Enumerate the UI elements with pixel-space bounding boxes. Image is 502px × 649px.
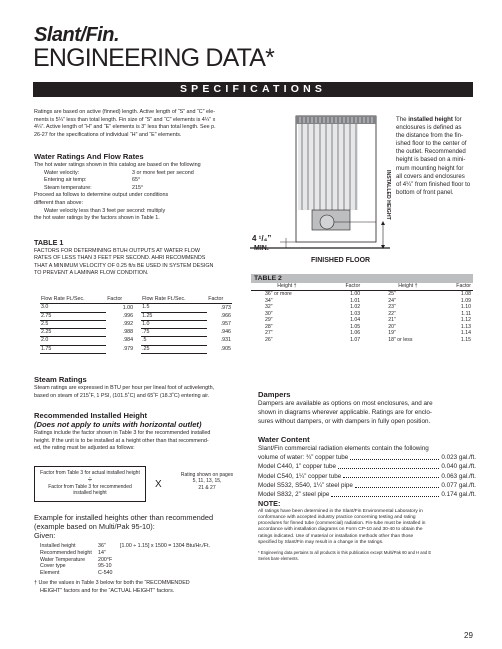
table-row xyxy=(40,345,232,353)
definition-text: of 4¼” from finished floor to xyxy=(396,180,471,188)
formula-numerator: Factor from Table 3 for actual installed height xyxy=(40,470,140,476)
flow-rate-cell: 1.5 xyxy=(141,304,207,312)
body-text: different than above: xyxy=(34,199,84,206)
flow-rate-cell: 2.25 xyxy=(40,329,106,337)
example-line: (example based on Multi/Pak 95-10): xyxy=(34,522,155,531)
definition-text: all covers and enclosures xyxy=(396,172,465,180)
column-header: Factor xyxy=(207,296,232,304)
example-key: Element xyxy=(40,570,60,577)
definition-line xyxy=(396,132,476,140)
example-given: Given: xyxy=(34,531,56,540)
table-header-row xyxy=(251,283,473,291)
example-footnote: HEIGHT” factors and for the “ACTUAL HEIGHT” factors. xyxy=(40,587,175,594)
column-header: Factor xyxy=(442,283,473,291)
leader-dots xyxy=(355,481,439,488)
water-content-row xyxy=(258,453,476,462)
height-cell: 30” xyxy=(265,310,273,317)
model-label: Model C440, 1” copper tube xyxy=(258,463,337,471)
definition-text: The xyxy=(396,116,409,123)
spec-value: 215° xyxy=(132,184,144,191)
flow-rate-cell: .75 xyxy=(141,329,207,337)
formula-denominator: installed height xyxy=(73,490,107,497)
example-row xyxy=(40,550,256,557)
example-value: 14” xyxy=(98,549,106,556)
factor-cell: .946 xyxy=(220,329,231,336)
height-cell: 18” or less xyxy=(388,336,413,343)
leader-dots xyxy=(343,472,439,479)
table1-label: TABLE 1 xyxy=(34,238,64,247)
body-text: Ratings include the factor shown in Table 3 for the recommended installed xyxy=(34,430,211,436)
height-cell: 24” xyxy=(388,297,396,304)
volume-value: 0.077 gal./ft. xyxy=(441,481,476,489)
rating-note-line: 21 & 27 xyxy=(198,484,216,491)
table-header-row xyxy=(40,296,232,304)
height-cell: 34” xyxy=(265,297,273,304)
spec-value: 65° xyxy=(132,177,141,184)
flow-rate-cell: 3.0 xyxy=(40,304,106,312)
intro-line: Ratings are based on active (finned) length. Active length of “S” and “C” ele- xyxy=(34,109,215,115)
caption-line: THAT A MINIMUM VELOCITY OF 0.25 ft/s BE USED IN SYSTEM DESIGN xyxy=(34,262,214,269)
definition-text: mum mounting height for xyxy=(396,164,464,172)
table-row xyxy=(40,304,232,312)
spec-key: Water velocity: xyxy=(44,169,80,176)
water-content-row xyxy=(258,462,476,471)
installed-height-definition xyxy=(396,116,476,197)
factor-cell: .957 xyxy=(220,320,231,327)
factor-cell: 1.09 xyxy=(460,297,471,304)
example-section xyxy=(34,513,256,595)
finished-floor-label: FINISHED FLOOR xyxy=(311,257,371,264)
factor-cell: 1.08 xyxy=(460,291,471,297)
example-row xyxy=(40,570,256,577)
note-line: specified by Slant/Fin may result in a change in the ratings. xyxy=(258,539,384,545)
note-line: procedures for finned tube (commercial) radiation. Fin-tube must be installed in xyxy=(258,521,426,527)
spec-value: 3 or more feet per second xyxy=(132,169,194,176)
factor-cell: .931 xyxy=(220,337,231,344)
factor-cell: 1.06 xyxy=(350,330,361,336)
factor-cell: .979 xyxy=(122,345,134,352)
note-footnote: * Engineering data pertains to all products in this publication except Multi/Pak 60 and H and E xyxy=(258,550,432,556)
definition-line xyxy=(396,189,476,197)
column-header: Factor xyxy=(323,283,374,291)
formula-rating-note xyxy=(167,472,247,491)
height-cell: 21” xyxy=(388,317,396,323)
page-title: ENGINEERING DATA* xyxy=(33,44,275,72)
factor-cell: 1.00 xyxy=(350,291,361,297)
intro-line: 4¼”. Active length of “H” and “E” elements is 3” less than total length. See p. xyxy=(34,124,216,131)
example-key: Cover type xyxy=(40,563,66,570)
page-number: 29 xyxy=(464,631,473,640)
body-text: Slant/Fin commercial radiation elements contain the following xyxy=(258,445,429,452)
definition-text: bottom of front panel. xyxy=(396,188,454,196)
factor-cell: 1.14 xyxy=(460,330,471,336)
definition-line xyxy=(396,181,476,189)
arrow-up-icon xyxy=(381,221,385,225)
spec-row xyxy=(34,177,256,185)
note-line: conformance with accepted industry practice concerning testing and rating xyxy=(258,514,416,520)
outlet-pipe xyxy=(320,215,334,229)
factor-cell: 1.04 xyxy=(350,317,361,323)
factor-cell: 1.15 xyxy=(460,336,471,343)
multiply-symbol: X xyxy=(155,479,162,490)
body-text: sures without dampers, or with dampers in fully open position. xyxy=(258,418,431,425)
installed-subheading: (Does not apply to units with horizontal outlet) xyxy=(34,420,202,429)
section-bar: SPECIFICATIONS xyxy=(33,82,473,97)
model-label: volume of water: ¾” copper tube xyxy=(258,454,349,462)
body-text: shown in diagrams wherever applicable. Ratings are for enclo- xyxy=(258,409,432,416)
table-row xyxy=(251,291,473,298)
definition-line xyxy=(396,156,476,164)
example-value: C-540 xyxy=(98,570,113,577)
definition-line xyxy=(396,165,476,173)
table2 xyxy=(251,274,473,343)
definition-line xyxy=(396,148,476,156)
example-key: Water Temperature xyxy=(40,556,86,563)
note-line: accordance with installation diagrams on Form CP-10 and 30-40 to obtain the xyxy=(258,527,423,533)
height-cell: 32” xyxy=(265,304,273,310)
example-row xyxy=(40,563,256,570)
column-header: Factor xyxy=(106,296,141,304)
caption-line: TO PREVENT A LAMINAR FLOW CONDITION. xyxy=(34,270,149,277)
caption-line: RATES OF LESS THAN 3 FEET PER SECOND. AHRI RECOMMENDS xyxy=(34,255,206,262)
height-cell: 26” xyxy=(265,336,273,343)
spec-row xyxy=(34,185,256,193)
water-ratings-section xyxy=(34,152,256,223)
leader-dots xyxy=(331,490,439,497)
body-text: ed, the rating must be adjusted as follows: xyxy=(34,445,135,452)
table-row xyxy=(40,312,232,320)
definition-text: height is based on a mini- xyxy=(396,156,466,164)
model-label: Model C540, 1¼” copper tube xyxy=(258,472,342,480)
factor-cell: .988 xyxy=(122,329,134,336)
example-value: 36” xyxy=(98,543,106,549)
flow-rate-cell: 1.75 xyxy=(40,345,106,353)
table1-caption xyxy=(34,239,256,278)
volume-value: 0.063 gal./ft. xyxy=(441,472,476,480)
flow-rate-cell: 1.25 xyxy=(141,312,207,320)
definition-line xyxy=(396,140,476,148)
note-section xyxy=(258,500,478,561)
example-key: Installed height xyxy=(40,543,76,549)
definition-text: the distance from the fin- xyxy=(396,132,464,140)
table1 xyxy=(40,296,232,354)
installed-height-label: INSTALLED HEIGHT xyxy=(385,170,391,220)
definition-text: enclosures is defined as xyxy=(396,124,462,132)
height-cell: 28” xyxy=(265,323,273,330)
factor-cell: .905 xyxy=(220,345,231,352)
body-text: Proceed as follows to determine output under conditions xyxy=(34,192,169,199)
model-label: Model S532, S540, 1¼” steel pipe xyxy=(258,481,353,489)
column-header: Height † xyxy=(251,283,323,291)
table2-label: TABLE 2 xyxy=(251,274,473,283)
flow-rate-cell: 1.0 xyxy=(141,320,207,328)
factor-cell: 1.10 xyxy=(460,304,471,310)
factor-cell: 1.07 xyxy=(350,336,361,343)
example-footnote: † Use the values in Table 3 below for both the “RECOMMENDED xyxy=(34,579,190,586)
height-cell: 22” xyxy=(388,310,396,317)
water-content-heading: Water Content xyxy=(258,435,310,444)
height-cell: 23” xyxy=(388,304,396,310)
spec-row xyxy=(34,170,256,178)
example-value: 95-10 xyxy=(98,563,112,570)
formula-box xyxy=(34,466,146,502)
factor-cell: 1.12 xyxy=(460,317,471,323)
factor-cell: .984 xyxy=(122,337,134,344)
dampers-heading: Dampers xyxy=(258,390,291,399)
height-cell: 29” xyxy=(265,317,273,323)
steam-ratings-section xyxy=(34,375,256,400)
water-content-row xyxy=(258,472,476,481)
divide-symbol: ÷ xyxy=(87,475,93,485)
flow-rate-cell: 2.5 xyxy=(40,320,106,328)
factor-cell: .996 xyxy=(122,312,134,319)
factor-cell: .992 xyxy=(122,320,134,327)
leader-dots xyxy=(350,453,439,460)
dampers-section xyxy=(258,390,478,426)
rating-note-line: Rating shown on pages xyxy=(180,472,234,478)
example-row xyxy=(40,557,256,564)
height-cell: 25” xyxy=(388,291,396,297)
note-line: All ratings have been determined in the Slant/Fin Environmental Laboratory in xyxy=(258,508,423,514)
note-footnote: Series bare elements. xyxy=(258,555,299,561)
body-text: the hot water ratings by the factors shown in Table 1. xyxy=(34,215,160,222)
body-text: Water velocity less than 3 feet per second: multiply xyxy=(44,207,166,214)
flow-rate-cell: 2.0 xyxy=(40,337,106,345)
formula-denominator: Factor from Table 3 for recommended xyxy=(48,484,132,491)
note-heading: NOTE: xyxy=(258,499,281,508)
water-content-row xyxy=(258,490,476,499)
column-header: Flow Rate Ft./Sec. xyxy=(141,296,207,304)
definition-text: the outlet. Recommended xyxy=(396,148,466,156)
flow-rate-cell: .25 xyxy=(141,345,207,353)
example-value: 200°F xyxy=(98,556,113,563)
factor-cell: 1.02 xyxy=(350,304,361,310)
min-value-label: 4 ¹/₄” xyxy=(252,234,272,243)
factor-cell: 1.05 xyxy=(350,323,361,330)
example-line: Example for installed heights other than recommended xyxy=(34,513,214,522)
height-cell: 20” xyxy=(388,323,396,330)
spec-key: Entering air temp: xyxy=(44,177,87,184)
body-text: Dampers are available as options on most enclosures, and are xyxy=(258,400,433,407)
example-calc: [1.00 ÷ 1.15] x 1500 = 1304 Btu/Hr./Ft. xyxy=(120,543,210,549)
installed-height-section xyxy=(34,411,256,453)
factor-cell: .973 xyxy=(220,304,231,311)
volume-value: 0.040 gal./ft. xyxy=(441,463,476,471)
brand-logo: Slant/Fin. xyxy=(34,24,119,46)
factor-cell: 1.00 xyxy=(122,304,134,311)
installed-height-diagram xyxy=(250,114,395,274)
caption-line: FACTORS FOR DETERMINING BTUH OUTPUTS AT WATER FLOW xyxy=(34,247,200,254)
table-row xyxy=(40,329,232,337)
body-text: The hot water ratings shown in this catalog are based on the following xyxy=(34,162,201,168)
column-header: Flow Rate Ft./Sec. xyxy=(40,296,106,304)
height-cell: 19” xyxy=(388,330,396,336)
body-text: based on steam of 215˚F, 1 PSI, (101.5˚C) and 65˚F (18.3˚C) entering air. xyxy=(34,392,210,399)
definition-line xyxy=(396,173,476,181)
body-text: height. If the unit is to be installed at a height other than that recommend- xyxy=(34,437,209,444)
installed-heading: Recommended Installed Height xyxy=(34,411,148,420)
example-key: Recommended height xyxy=(40,549,92,556)
height-cell: 27” xyxy=(265,330,273,336)
definition-emphasis: installed height xyxy=(408,116,453,123)
fin-element xyxy=(298,124,358,210)
definition-line xyxy=(396,116,476,124)
factor-cell: 1.03 xyxy=(350,310,361,317)
model-label: Model S832, 2” steel pipe xyxy=(258,491,330,499)
intro-line: 26-27 for the specifications of individual “H” and “E” elements. xyxy=(34,131,182,138)
factor-cell: 1.01 xyxy=(350,297,361,304)
leader-dots xyxy=(338,462,439,469)
flow-rate-cell: .5 xyxy=(141,337,207,345)
rating-note-line: 5, 11, 13, 15, xyxy=(192,478,222,485)
flow-rate-cell: 2.75 xyxy=(40,312,106,320)
factor-cell: 1.11 xyxy=(461,310,471,317)
intro-paragraph xyxy=(34,109,256,139)
definition-text: ished floor to the center of xyxy=(396,140,467,148)
example-row xyxy=(40,543,256,550)
body-text: Steam ratings are expressed in BTU per hour per lineal foot of activelength, xyxy=(34,385,215,391)
column-header: Height † xyxy=(374,283,441,291)
table-row xyxy=(40,337,232,345)
definition-line xyxy=(396,124,476,132)
min-label: MIN. xyxy=(254,245,269,252)
water-content-section xyxy=(258,435,476,499)
volume-value: 0.174 gal./ft. xyxy=(441,491,476,499)
water-content-row xyxy=(258,481,476,490)
water-ratings-heading: Water Ratings And Flow Rates xyxy=(34,152,144,161)
steam-heading: Steam Ratings xyxy=(34,375,87,384)
factor-cell: 1.13 xyxy=(460,323,471,330)
table-row xyxy=(251,337,473,344)
factor-cell: .966 xyxy=(220,312,231,319)
note-line: ratings indicated. Use of material or installation methods other than those xyxy=(258,533,414,539)
spec-key: Steam temperature: xyxy=(44,184,92,191)
table-row xyxy=(40,320,232,328)
intro-line: ments is 5¼” less than total length. Fin size of “S” and “C” elements is 4¼” x xyxy=(34,116,216,123)
rating-formula xyxy=(34,466,240,506)
height-cell: 36” or more xyxy=(265,291,292,297)
definition-text: for xyxy=(452,116,462,123)
volume-value: 0.023 gal./ft. xyxy=(441,454,476,462)
